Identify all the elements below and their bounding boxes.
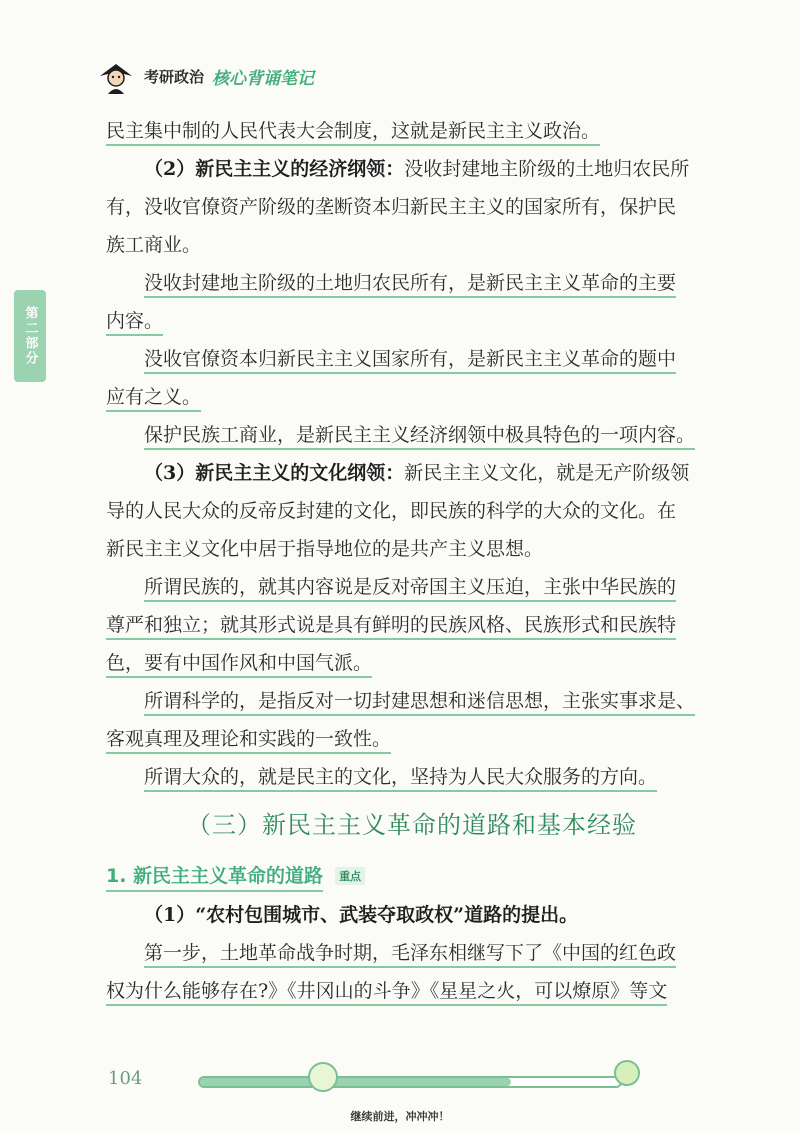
text-line	[106, 340, 718, 378]
paragraph-heading: （1）“农村包围城市、武装夺取政权”道路的提出。	[144, 904, 579, 926]
text-span: 没收封建地主阶级的土地归农民所有，是新民主主义革命的主要	[144, 272, 676, 298]
progress-fill	[200, 1078, 511, 1086]
text-span: 没收官僚资本归新民主主义国家所有，是新民主主义革命的题中	[144, 348, 676, 374]
mascot-icon	[96, 56, 136, 96]
header-brand: 考研政治	[144, 67, 205, 86]
text-line	[106, 606, 718, 644]
text-line	[106, 492, 718, 530]
text-span: 所谓大众的，就是民主的文化，坚持为人民大众服务的方向。	[144, 766, 657, 792]
page-footer	[0, 1058, 800, 1132]
progress-end-icon	[614, 1060, 640, 1086]
text-span: 新民主主义文化中居于指导地位的是共产主义思想。	[106, 538, 544, 560]
text-line	[106, 378, 718, 416]
text-span: 没收封建地主阶级的土地归农民所	[404, 158, 690, 180]
text-line	[106, 720, 718, 758]
text-line	[106, 682, 718, 720]
text-line	[106, 644, 718, 682]
text-span: 族工商业。	[106, 234, 202, 256]
footer-slogan: 继续前进，冲冲冲！	[350, 1110, 450, 1123]
text-span: 色，要有中国作风和中国气派。	[106, 652, 372, 678]
section-title: （三）新民主主义革命的道路和基本经验	[187, 811, 637, 839]
page-body	[106, 112, 718, 1010]
text-line	[106, 226, 718, 264]
text-line	[106, 150, 718, 188]
reading-progress-bar	[198, 1076, 622, 1088]
text-line	[106, 188, 718, 226]
text-span: 内容。	[106, 310, 163, 336]
text-line	[106, 758, 718, 796]
text-span: 权为什么能够存在?》《井冈山的斗争》《星星之火，可以燎原》等文	[106, 980, 667, 1006]
text-line	[106, 416, 718, 454]
text-span: 第一步，土地革命战争时期，毛泽东相继写下了《中国的红色政	[144, 942, 676, 968]
progress-knob-icon	[308, 1062, 338, 1092]
text-span: 新民主主义文化，就是无产阶级领	[404, 462, 690, 484]
text-line	[106, 934, 718, 972]
side-tab[interactable]	[14, 290, 46, 382]
text-span: 有，没收官僚资产阶级的垄断资本归新民主主义的国家所有，保护民	[106, 196, 677, 218]
text-line	[106, 896, 718, 934]
text-span: 尊严和独立；就其形式说是具有鲜明的民族风格、民族形式和民族特	[106, 614, 676, 640]
text-span: 应有之义。	[106, 386, 201, 412]
page-header	[96, 56, 314, 96]
text-span: 保护民族工商业，是新民主主义经济纲领中极具特色的一项内容。	[144, 424, 695, 450]
text-line	[106, 112, 718, 150]
text-span: 民主集中制的人民代表大会制度，这就是新民主主义政治。	[106, 120, 600, 146]
text-span: 客观真理及理论和实践的一致性。	[106, 728, 391, 754]
paragraph-heading: （3）新民主主义的文化纲领：	[144, 462, 405, 484]
text-span: 所谓科学的，是指反对一切封建思想和迷信思想，主张实事求是、	[144, 690, 695, 716]
text-line	[106, 264, 718, 302]
subsection-title: 1. 新民主主义革命的道路	[106, 861, 323, 892]
page-number: 104	[108, 1068, 143, 1089]
text-line	[106, 972, 718, 1010]
text-span: 导的人民大众的反帝反封建的文化，即民族的科学的大众的文化。在	[106, 500, 677, 522]
text-line	[106, 530, 718, 568]
key-point-badge: 重点	[335, 867, 365, 885]
paragraph-heading: （2）新民主主义的经济纲领：	[144, 158, 405, 180]
subsection-heading	[106, 856, 718, 896]
text-line	[106, 568, 718, 606]
text-span: 所谓民族的，就其内容说是反对帝国主义压迫，主张中华民族的	[144, 576, 676, 602]
text-line	[106, 454, 718, 492]
side-tab-label: 第二部分	[22, 306, 38, 366]
header-subtitle: 核心背诵笔记	[212, 68, 315, 89]
text-line	[106, 302, 718, 340]
